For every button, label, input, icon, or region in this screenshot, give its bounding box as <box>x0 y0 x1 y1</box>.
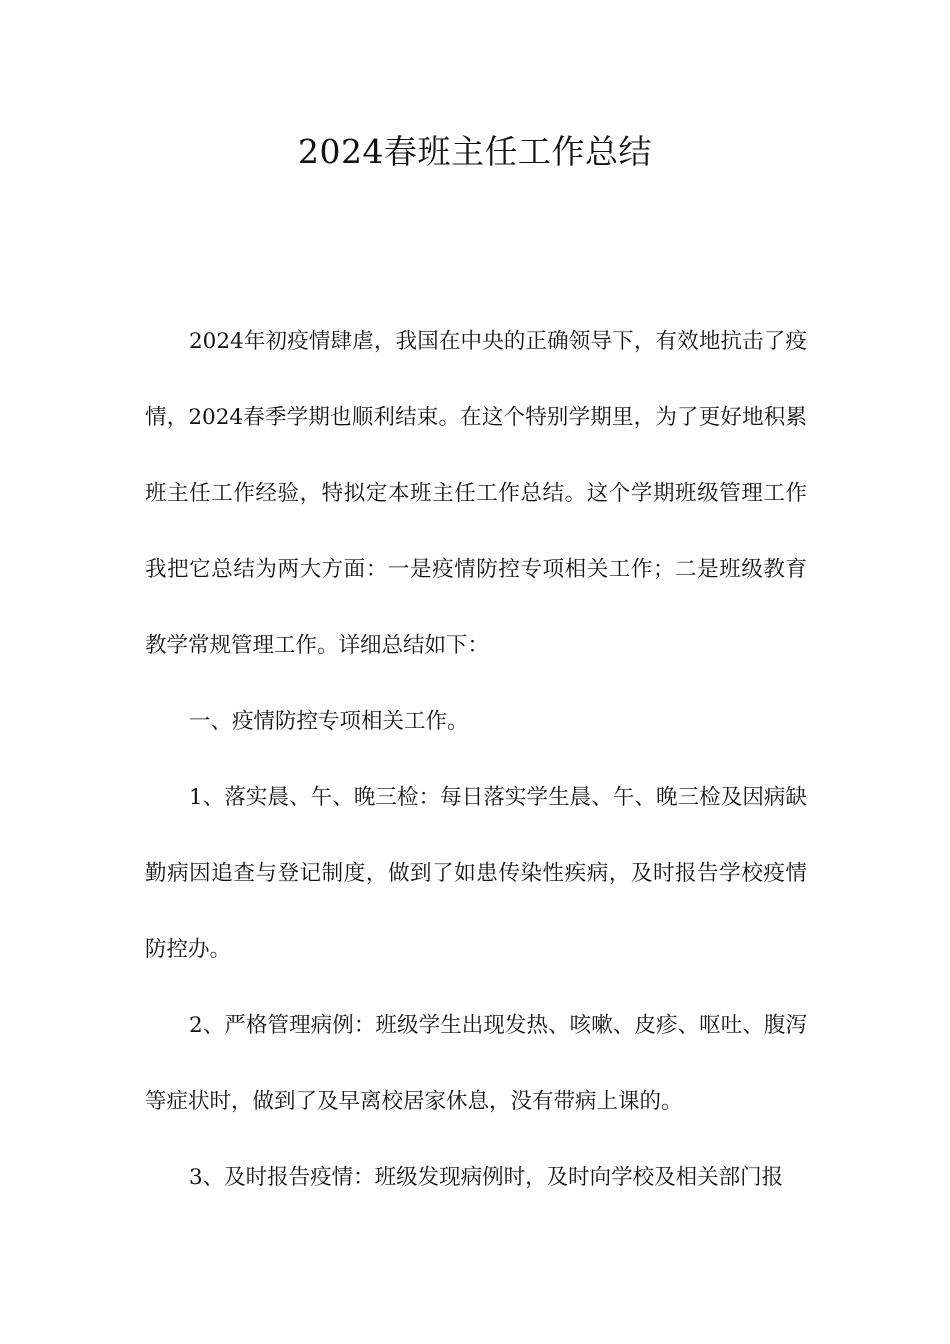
section-heading: 一、疫情防控专项相关工作。 <box>189 709 469 734</box>
item-1-paragraph: 1、落实晨、午、晚三检：每日落实学生晨、午、晚三检及因病缺勤病因追查与登记制度，做到了如患传染性疾病，及时报告学校疫情防控办。 <box>145 785 807 962</box>
intro-paragraph: 2024年初疫情肆虐，我国在中央的正确领导下，有效地抗击了疫情，2024春季学期也顺利结束。在这个特别学期里，为了更好地积累班主任工作经验，特拟定本班主任工作总结。这个学期班级管理工作我把它总结为两大方面：一是疫情防控专项相关工作；二是班级教育教学常规管理工作。详细总结如下： <box>145 329 807 658</box>
item-2-paragraph: 2、严格管理病例：班级学生出现发热、咳嗽、皮疹、呕吐、腹泻等症状时，做到了及早离校居家休息，没有带病上课的。 <box>145 1013 807 1114</box>
item-3-paragraph: 3、及时报告疫情：班级发现病例时，及时向学校及相关部门报 <box>189 1165 784 1190</box>
document-title: 2024春班主任工作总结 <box>298 132 652 171</box>
document-body <box>145 304 807 1216</box>
